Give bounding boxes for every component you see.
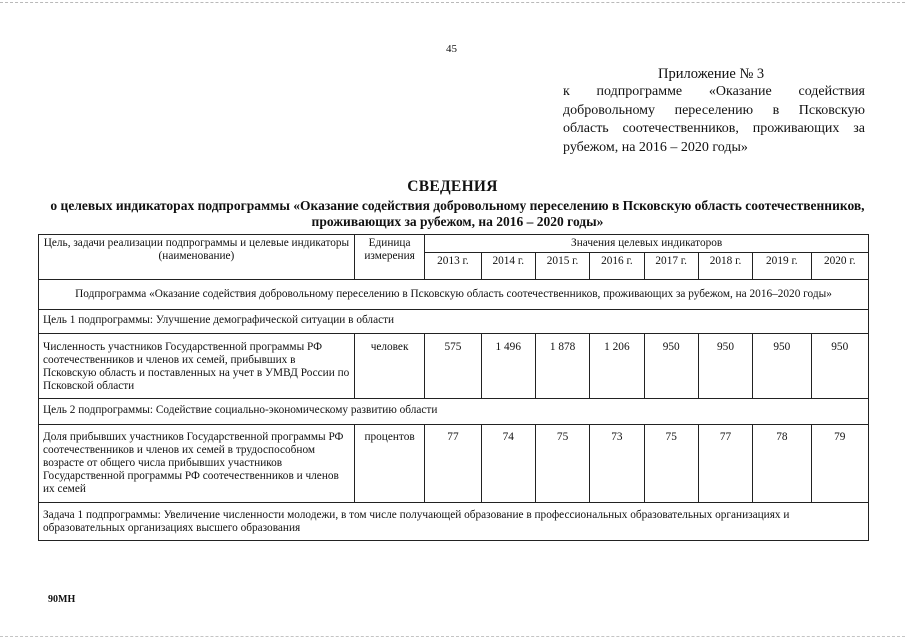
table-row [39,333,869,399]
header-year: 2016 г. [590,253,644,280]
header-unit: Единица измерения [354,235,424,280]
indicator-value: 1 206 [590,333,644,399]
header-goal: Цель, задачи реализации подпрограммы и целевые индикаторы (наименование) [39,235,355,280]
indicator-value: 77 [425,424,481,502]
table-row [39,502,869,540]
table-row [39,424,869,502]
indicator-name: Доля прибывших участников Государственной программы РФ соотечественников и членов их семей в трудоспособном возрасте от общего числа прибывших участников Государственной программы РФ соотечественников и членов их семей [39,424,355,502]
scan-edge-bottom [0,636,905,637]
goal-1-row: Цель 1 подпрограммы: Улучшение демографической ситуации в области [39,310,869,333]
indicator-value: 79 [811,424,868,502]
table-row [39,280,869,310]
indicator-value: 78 [753,424,811,502]
indicator-value: 1 496 [481,333,535,399]
header-year: 2014 г. [481,253,535,280]
indicator-value: 950 [644,333,698,399]
indicator-value: 950 [698,333,752,399]
subprogram-row: Подпрограмма «Оказание содействия добровольному переселению в Псковскую область соотечественников, проживающих за рубежом, на 2016–2020 годы» [39,280,869,310]
task-1-row: Задача 1 подпрограммы: Увеличение численности молодежи, в том числе получающей образование в профессиональных образовательных организациях и образовательных организациях высшего образования [39,502,869,540]
indicators-table [38,234,869,541]
indicator-value: 575 [425,333,481,399]
header-year: 2019 г. [753,253,811,280]
indicator-unit: процентов [354,424,424,502]
header-year: 2013 г. [425,253,481,280]
indicator-value: 75 [535,424,589,502]
appendix-reference: к подпрограмме «Оказание содействия добровольному переселению в Псковскую область соотечественников, проживающих за рубежом, на 2016 – 2020 годы» [563,84,865,155]
appendix-title: Приложение № 3 [658,66,765,82]
scan-edge-top [0,2,905,3]
header-year: 2015 г. [535,253,589,280]
indicator-value: 74 [481,424,535,502]
document-subtitle: о целевых индикаторах подпрограммы «Оказание содействия добровольному переселению в Псковскую область соотечественников, проживающих за рубежом, на 2016 – 2020 годы» [50,198,865,229]
table-header-row [39,235,869,253]
indicator-name: Численность участников Государственной программы РФ соотечественников и членов их семей, прибывших в Псковскую область и поставленных на учет в УМВД России по Псковской области [39,333,355,399]
indicator-value: 77 [698,424,752,502]
table-row [39,310,869,333]
goal-2-row: Цель 2 подпрограммы: Содействие социально-экономическому развитию области [39,399,869,424]
indicator-value: 950 [811,333,868,399]
footer-code: 90МН [48,594,76,605]
page-number: 45 [446,43,457,55]
header-year: 2017 г. [644,253,698,280]
header-values: Значения целевых индикаторов [425,235,869,253]
indicator-value: 950 [753,333,811,399]
table-row [39,399,869,424]
indicator-value: 75 [644,424,698,502]
header-year: 2018 г. [698,253,752,280]
indicator-value: 73 [590,424,644,502]
header-year: 2020 г. [811,253,868,280]
indicator-value: 1 878 [535,333,589,399]
indicator-unit: человек [354,333,424,399]
document-title: СВЕДЕНИЯ [407,178,498,195]
